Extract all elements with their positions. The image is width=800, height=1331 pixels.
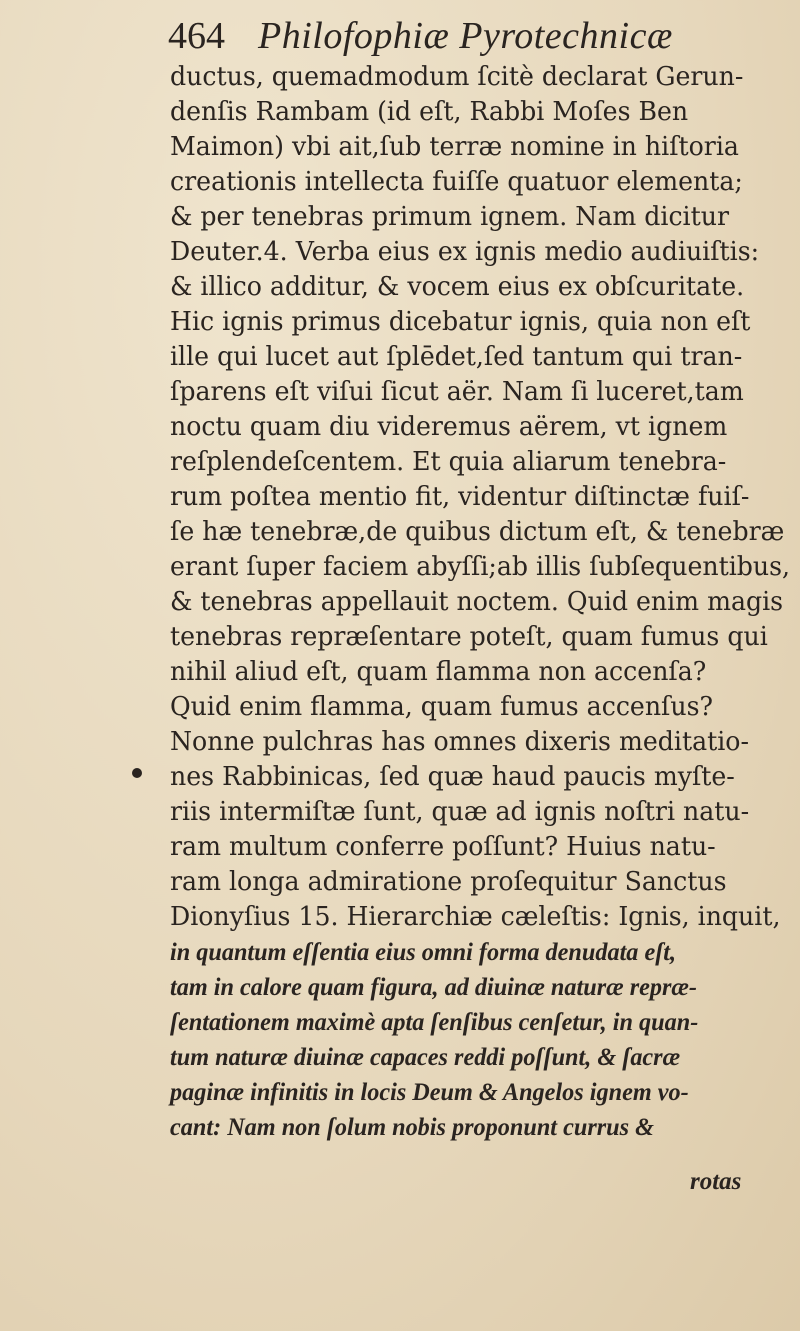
- text-line: paginæ infinitis in locis Deum & Angelos ignem vo-: [170, 1079, 689, 1106]
- text-line: tum naturæ diuinæ capaces reddi poſſunt, & ſacræ: [170, 1044, 681, 1071]
- page-header: [168, 14, 728, 64]
- text-line: erant ſuper faciem abyſſi;ab illis ſubſequentibus,: [170, 552, 791, 582]
- text-line: Hic ignis primus dicebatur ignis, quia non eſt: [170, 307, 751, 337]
- text-line: ram multum conferre poſſunt? Huius natu-: [170, 832, 716, 862]
- body-text: [170, 60, 800, 1145]
- text-line: & per tenebras primum ignem. Nam dicitur: [170, 202, 730, 232]
- catchword: rotas: [690, 1168, 742, 1195]
- text-line: tenebras repræſentare poteſt, quam fumus qui: [170, 622, 768, 652]
- text-line: Maimon) vbi ait,ſub terræ nomine in hiſtoria: [170, 132, 739, 162]
- text-line: in quantum eſſentia eius omni forma denudata eſt,: [170, 939, 677, 966]
- ink-dot-mark: [132, 768, 142, 778]
- text-line: ſe hæ tenebræ,de quibus dictum eſt, & tenebræ: [170, 517, 785, 547]
- text-line: riis intermiſtæ ſunt, quæ ad ignis noſtri natu-: [170, 797, 750, 827]
- page-number: 464: [168, 15, 225, 57]
- text-line: & illico additur, & vocem eius ex obſcuritate.: [170, 272, 745, 302]
- text-line: Deuter.4. Verba eius ex ignis medio audiuiſtis:: [170, 237, 760, 267]
- text-line: ſparens eſt viſui ſicut aër. Nam ſi luceret,tam: [170, 377, 744, 407]
- text-line: nihil aliud eſt, quam flamma non accenſa?: [170, 657, 707, 687]
- text-line: Quid enim flamma, quam fumus accenſus?: [170, 692, 714, 722]
- text-line: reſplendeſcentem. Et quia aliarum tenebra-: [170, 447, 727, 477]
- text-line: ductus, quemadmodum ſcitè declarat Gerun-: [170, 62, 744, 92]
- text-line: tam in calore quam figura, ad diuinæ naturæ repræ-: [170, 974, 697, 1001]
- text-line: creationis intellecta fuiſſe quatuor elementa;: [170, 167, 743, 197]
- text-line: cant: Nam non ſolum nobis proponunt currus &: [170, 1114, 654, 1141]
- text-line: noctu quam diu videremus aërem, vt ignem: [170, 412, 728, 442]
- text-line: denſis Rambam (id eſt, Rabbi Moſes Ben: [170, 97, 689, 127]
- text-line: ille qui lucet aut ſplēdet,ſed tantum qui tran-: [170, 342, 743, 372]
- text-line: & tenebras appellauit noctem. Quid enim magis: [170, 587, 784, 617]
- text-line: Dionyſius 15. Hierarchiæ cæleſtis: Ignis, inquit,: [170, 902, 781, 932]
- text-line: ſentationem maximè apta ſenſibus cenſetur, in quan-: [170, 1009, 699, 1036]
- text-line: ram longa admiratione proſequitur Sanctus: [170, 867, 727, 897]
- text-line: rum poſtea mentio fit, videntur diſtinctæ fuiſ-: [170, 482, 750, 512]
- text-line: Nonne pulchras has omnes dixeris meditatio-: [170, 727, 749, 757]
- text-line: nes Rabbinicas, ſed quæ haud paucis myſte-: [170, 762, 735, 792]
- running-title: Philofophiæ Pyrotechnicæ: [258, 15, 673, 57]
